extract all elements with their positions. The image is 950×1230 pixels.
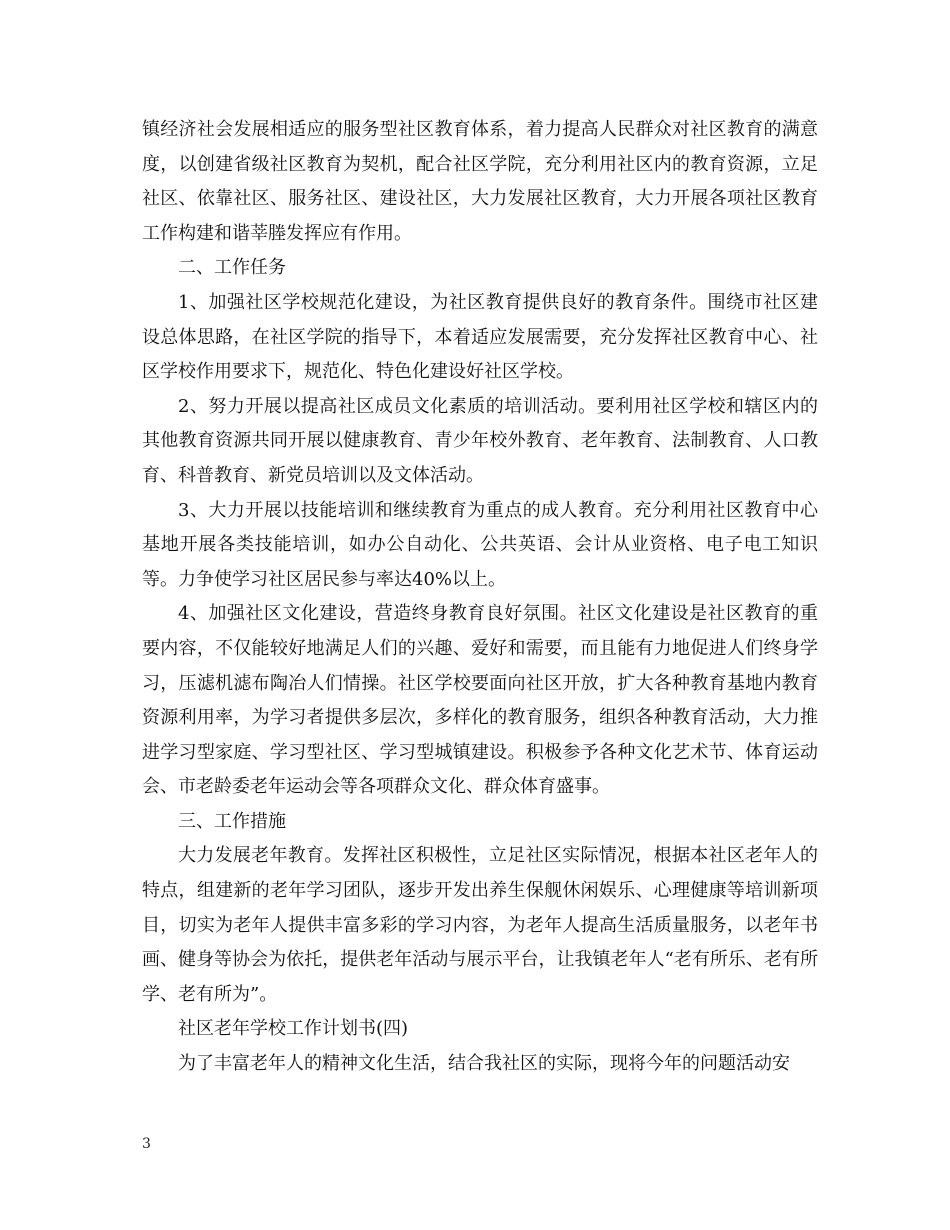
paragraph: 社区老年学校工作计划书(四) <box>178 1018 409 1040</box>
document-body <box>142 113 818 1082</box>
page-number: 3 <box>142 1136 151 1152</box>
paragraph: 大力发展老年教育。发挥社区积极性，立足社区实际情况，根据本社区老年人的特点，组建新的老年学习团队，逐步开发出养生保舰休闲娱乐、心理健康等培训新项目，切实为老年人提供丰富多彩的学习内容，为老年人提高生活质量服务，以老年书画、健身等协会为依托，提供老年活动与展示平台，让我镇老年人“老有所乐、老有所学、老有所为”。 <box>142 845 818 1005</box>
paragraph: 二、工作任务 <box>178 257 286 279</box>
paragraph: 三、工作措施 <box>178 810 286 832</box>
paragraph: 4、加强社区文化建设，营造终身教育良好氛围。社区文化建设是社区教育的重要内容，不仅能较好地满足人们的兴趣、爱好和需要，而且能有力地促进人们终身学习，压滤机滤布陶冶人们情操。社区学校要面向社区开放，扩大各种教育基地内教育资源利用率，为学习者提供多层次，多样化的教育服务，组织各种教育活动，大力推进学习型家庭、学习型社区、学习型城镇建设。积极参予各种文化艺术节、体育运动会、市老龄委老年运动会等各项群众文化、群众体育盛事。 <box>142 603 818 798</box>
paragraph: 3、大力开展以技能培训和继续教育为重点的成人教育。充分利用社区教育中心基地开展各类技能培训，如办公自动化、公共英语、会计从业资格、电子电工知识等。力争使学习社区居民参与率达40%以上。 <box>142 499 818 590</box>
paragraph: 2、努力开展以提高社区成员文化素质的培训活动。要利用社区学校和辖区内的其他教育资源共同开展以健康教育、青少年校外教育、老年教育、法制教育、人口教育、科普教育、新党员培训以及文体活动。 <box>142 395 818 486</box>
paragraph: 为了丰富老年人的精神文化生活，结合我社区的实际，现将今年的问题活动安 <box>178 1053 790 1075</box>
paragraph: 1、加强社区学校规范化建设，为社区教育提供良好的教育条件。围绕市社区建设总体思路，在社区学院的指导下，本着适应发展需要，充分发挥社区教育中心、社区学校作用要求下，规范化、特色化建设好社区学校。 <box>142 291 818 383</box>
paragraph: 镇经济社会发展相适应的服务型社区教育体系，着力提高人民群众对社区教育的满意度，以创建省级社区教育为契机，配合社区学院，充分利用社区内的教育资源，立足社区、依靠社区、服务社区、建设社区，大力发展社区教育，大力开展各项社区教育工作构建和谐莘塍发挥应有作用。 <box>142 119 818 244</box>
